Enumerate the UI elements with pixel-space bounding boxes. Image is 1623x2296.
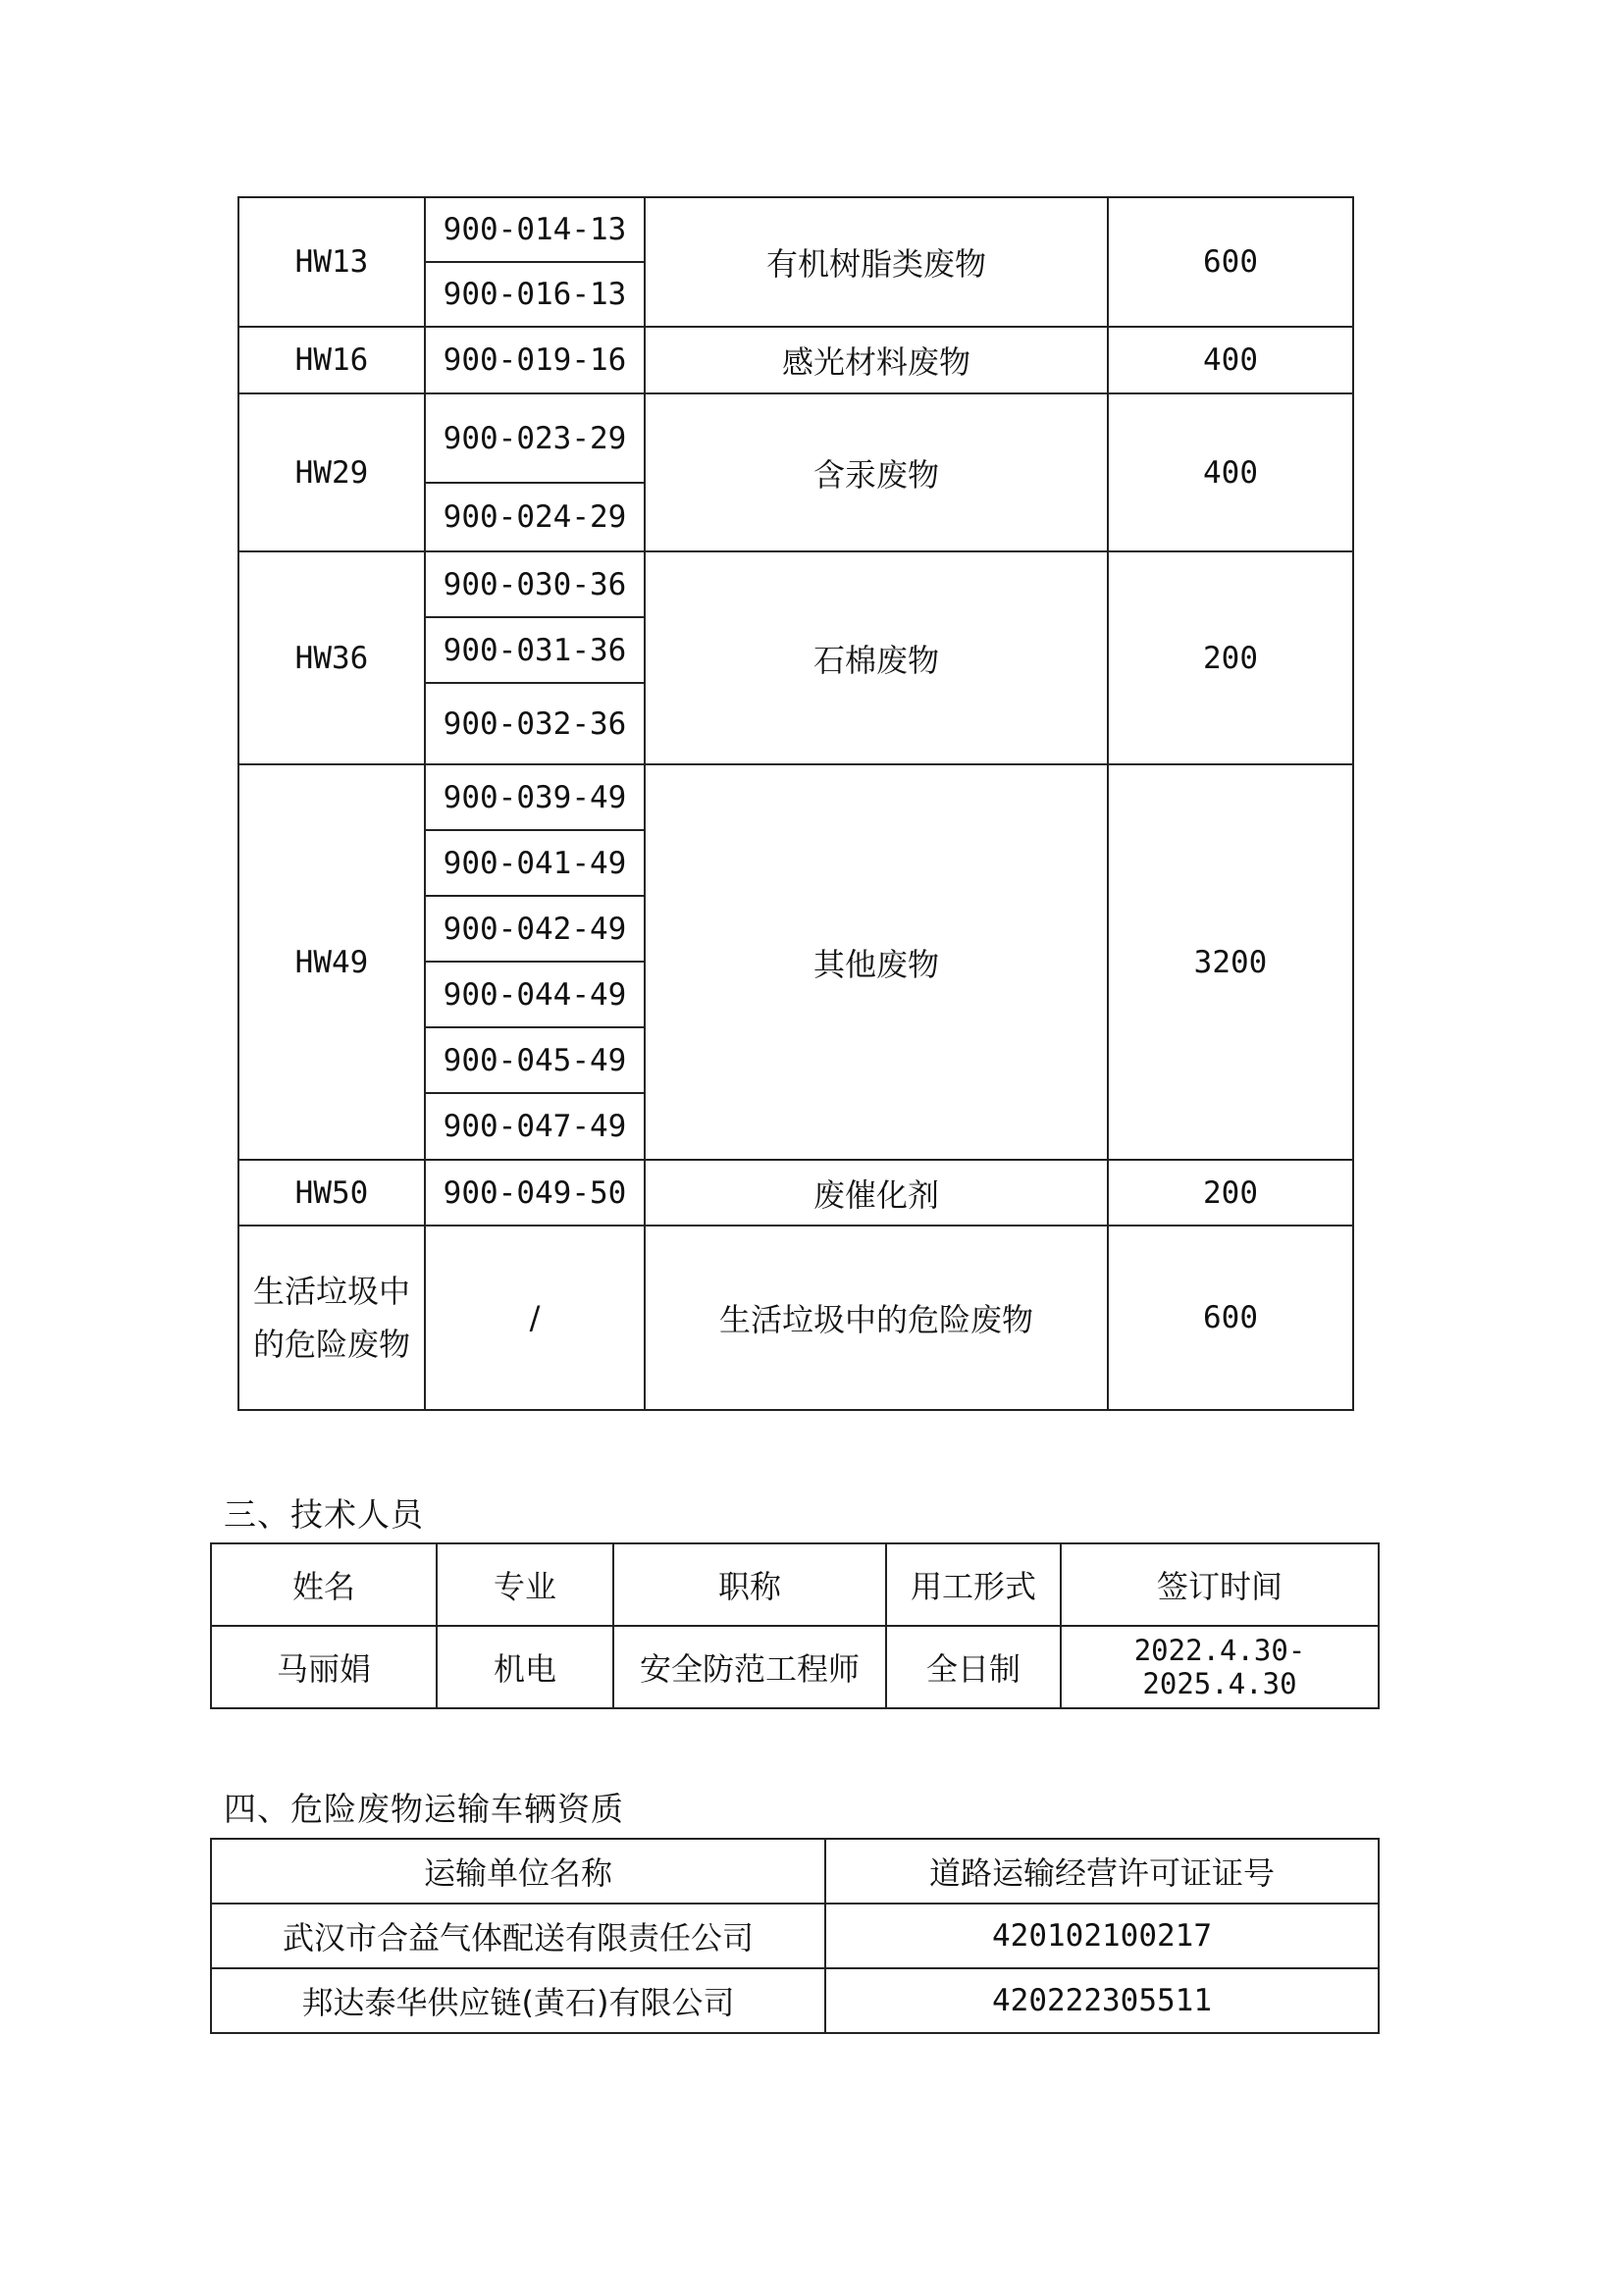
- waste-amount: 400: [1108, 393, 1353, 551]
- waste-category: HW13: [238, 197, 425, 327]
- waste-code: 900-044-49: [425, 962, 645, 1027]
- waste-category: HW49: [238, 764, 425, 1160]
- staff-sign-date: 2022.4.30-2025.4.30: [1061, 1626, 1379, 1708]
- waste-category: HW16: [238, 327, 425, 393]
- waste-code: 900-016-13: [425, 262, 645, 327]
- waste-name: 含汞废物: [645, 393, 1108, 551]
- waste-code: 900-042-49: [425, 896, 645, 962]
- license-number: 420102100217: [825, 1904, 1379, 1968]
- waste-amount: 600: [1108, 1226, 1353, 1410]
- waste-amount: 200: [1108, 551, 1353, 764]
- waste-category: HW29: [238, 393, 425, 551]
- waste-code: 900-024-29: [425, 483, 645, 551]
- header-license-number: 道路运输经营许可证证号: [825, 1839, 1379, 1904]
- waste-code: 900-031-36: [425, 617, 645, 683]
- waste-name: 有机树脂类废物: [645, 197, 1108, 327]
- waste-name: 废催化剂: [645, 1160, 1108, 1226]
- waste-code: 900-041-49: [425, 830, 645, 896]
- section-title-technical-staff: 三、技术人员: [224, 1495, 424, 1534]
- license-number: 420222305511: [825, 1968, 1379, 2033]
- staff-table: [210, 1542, 1380, 1709]
- waste-code: 900-047-49: [425, 1093, 645, 1160]
- staff-employment-type: 全日制: [886, 1626, 1061, 1708]
- waste-code: 900-023-29: [425, 393, 645, 483]
- table-row: [211, 1968, 1379, 2033]
- waste-name: 石棉废物: [645, 551, 1108, 764]
- table-row: [238, 327, 1353, 393]
- table-row: [211, 1626, 1379, 1708]
- header-major: 专业: [437, 1543, 613, 1626]
- staff-name: 马丽娟: [211, 1626, 437, 1708]
- waste-name: 感光材料废物: [645, 327, 1108, 393]
- waste-code: /: [425, 1226, 645, 1410]
- header-sign-date: 签订时间: [1061, 1543, 1379, 1626]
- waste-code: 900-049-50: [425, 1160, 645, 1226]
- waste-category: HW50: [238, 1160, 425, 1226]
- waste-amount: 600: [1108, 197, 1353, 327]
- waste-amount: 400: [1108, 327, 1353, 393]
- section-title-transport-qualification: 四、危险废物运输车辆资质: [224, 1790, 624, 1828]
- waste-name: 生活垃圾中的危险废物: [645, 1226, 1108, 1410]
- table-header-row: [211, 1839, 1379, 1904]
- waste-code: 900-014-13: [425, 197, 645, 262]
- waste-category: 生活垃圾中的危险废物: [238, 1226, 425, 1410]
- staff-major: 机电: [437, 1626, 613, 1708]
- table-header-row: [211, 1543, 1379, 1626]
- transport-table: [210, 1838, 1380, 2034]
- waste-code: 900-019-16: [425, 327, 645, 393]
- table-row: [238, 764, 1353, 830]
- waste-code: 900-039-49: [425, 764, 645, 830]
- header-transport-company: 运输单位名称: [211, 1839, 825, 1904]
- header-employment-type: 用工形式: [886, 1543, 1061, 1626]
- waste-code: 900-045-49: [425, 1027, 645, 1093]
- waste-name: 其他废物: [645, 764, 1108, 1160]
- staff-title: 安全防范工程师: [613, 1626, 886, 1708]
- waste-table: [237, 196, 1354, 1411]
- transport-company: 武汉市合益气体配送有限责任公司: [211, 1904, 825, 1968]
- transport-company: 邦达泰华供应链(黄石)有限公司: [211, 1968, 825, 2033]
- waste-category: HW36: [238, 551, 425, 764]
- table-row: [238, 393, 1353, 483]
- waste-code: 900-032-36: [425, 683, 645, 764]
- table-row: [211, 1904, 1379, 1968]
- table-row: [238, 197, 1353, 262]
- table-row: [238, 1160, 1353, 1226]
- waste-amount: 3200: [1108, 764, 1353, 1160]
- waste-code: 900-030-36: [425, 551, 645, 617]
- header-name: 姓名: [211, 1543, 437, 1626]
- waste-amount: 200: [1108, 1160, 1353, 1226]
- header-title: 职称: [613, 1543, 886, 1626]
- table-row: [238, 551, 1353, 617]
- table-row: [238, 1226, 1353, 1410]
